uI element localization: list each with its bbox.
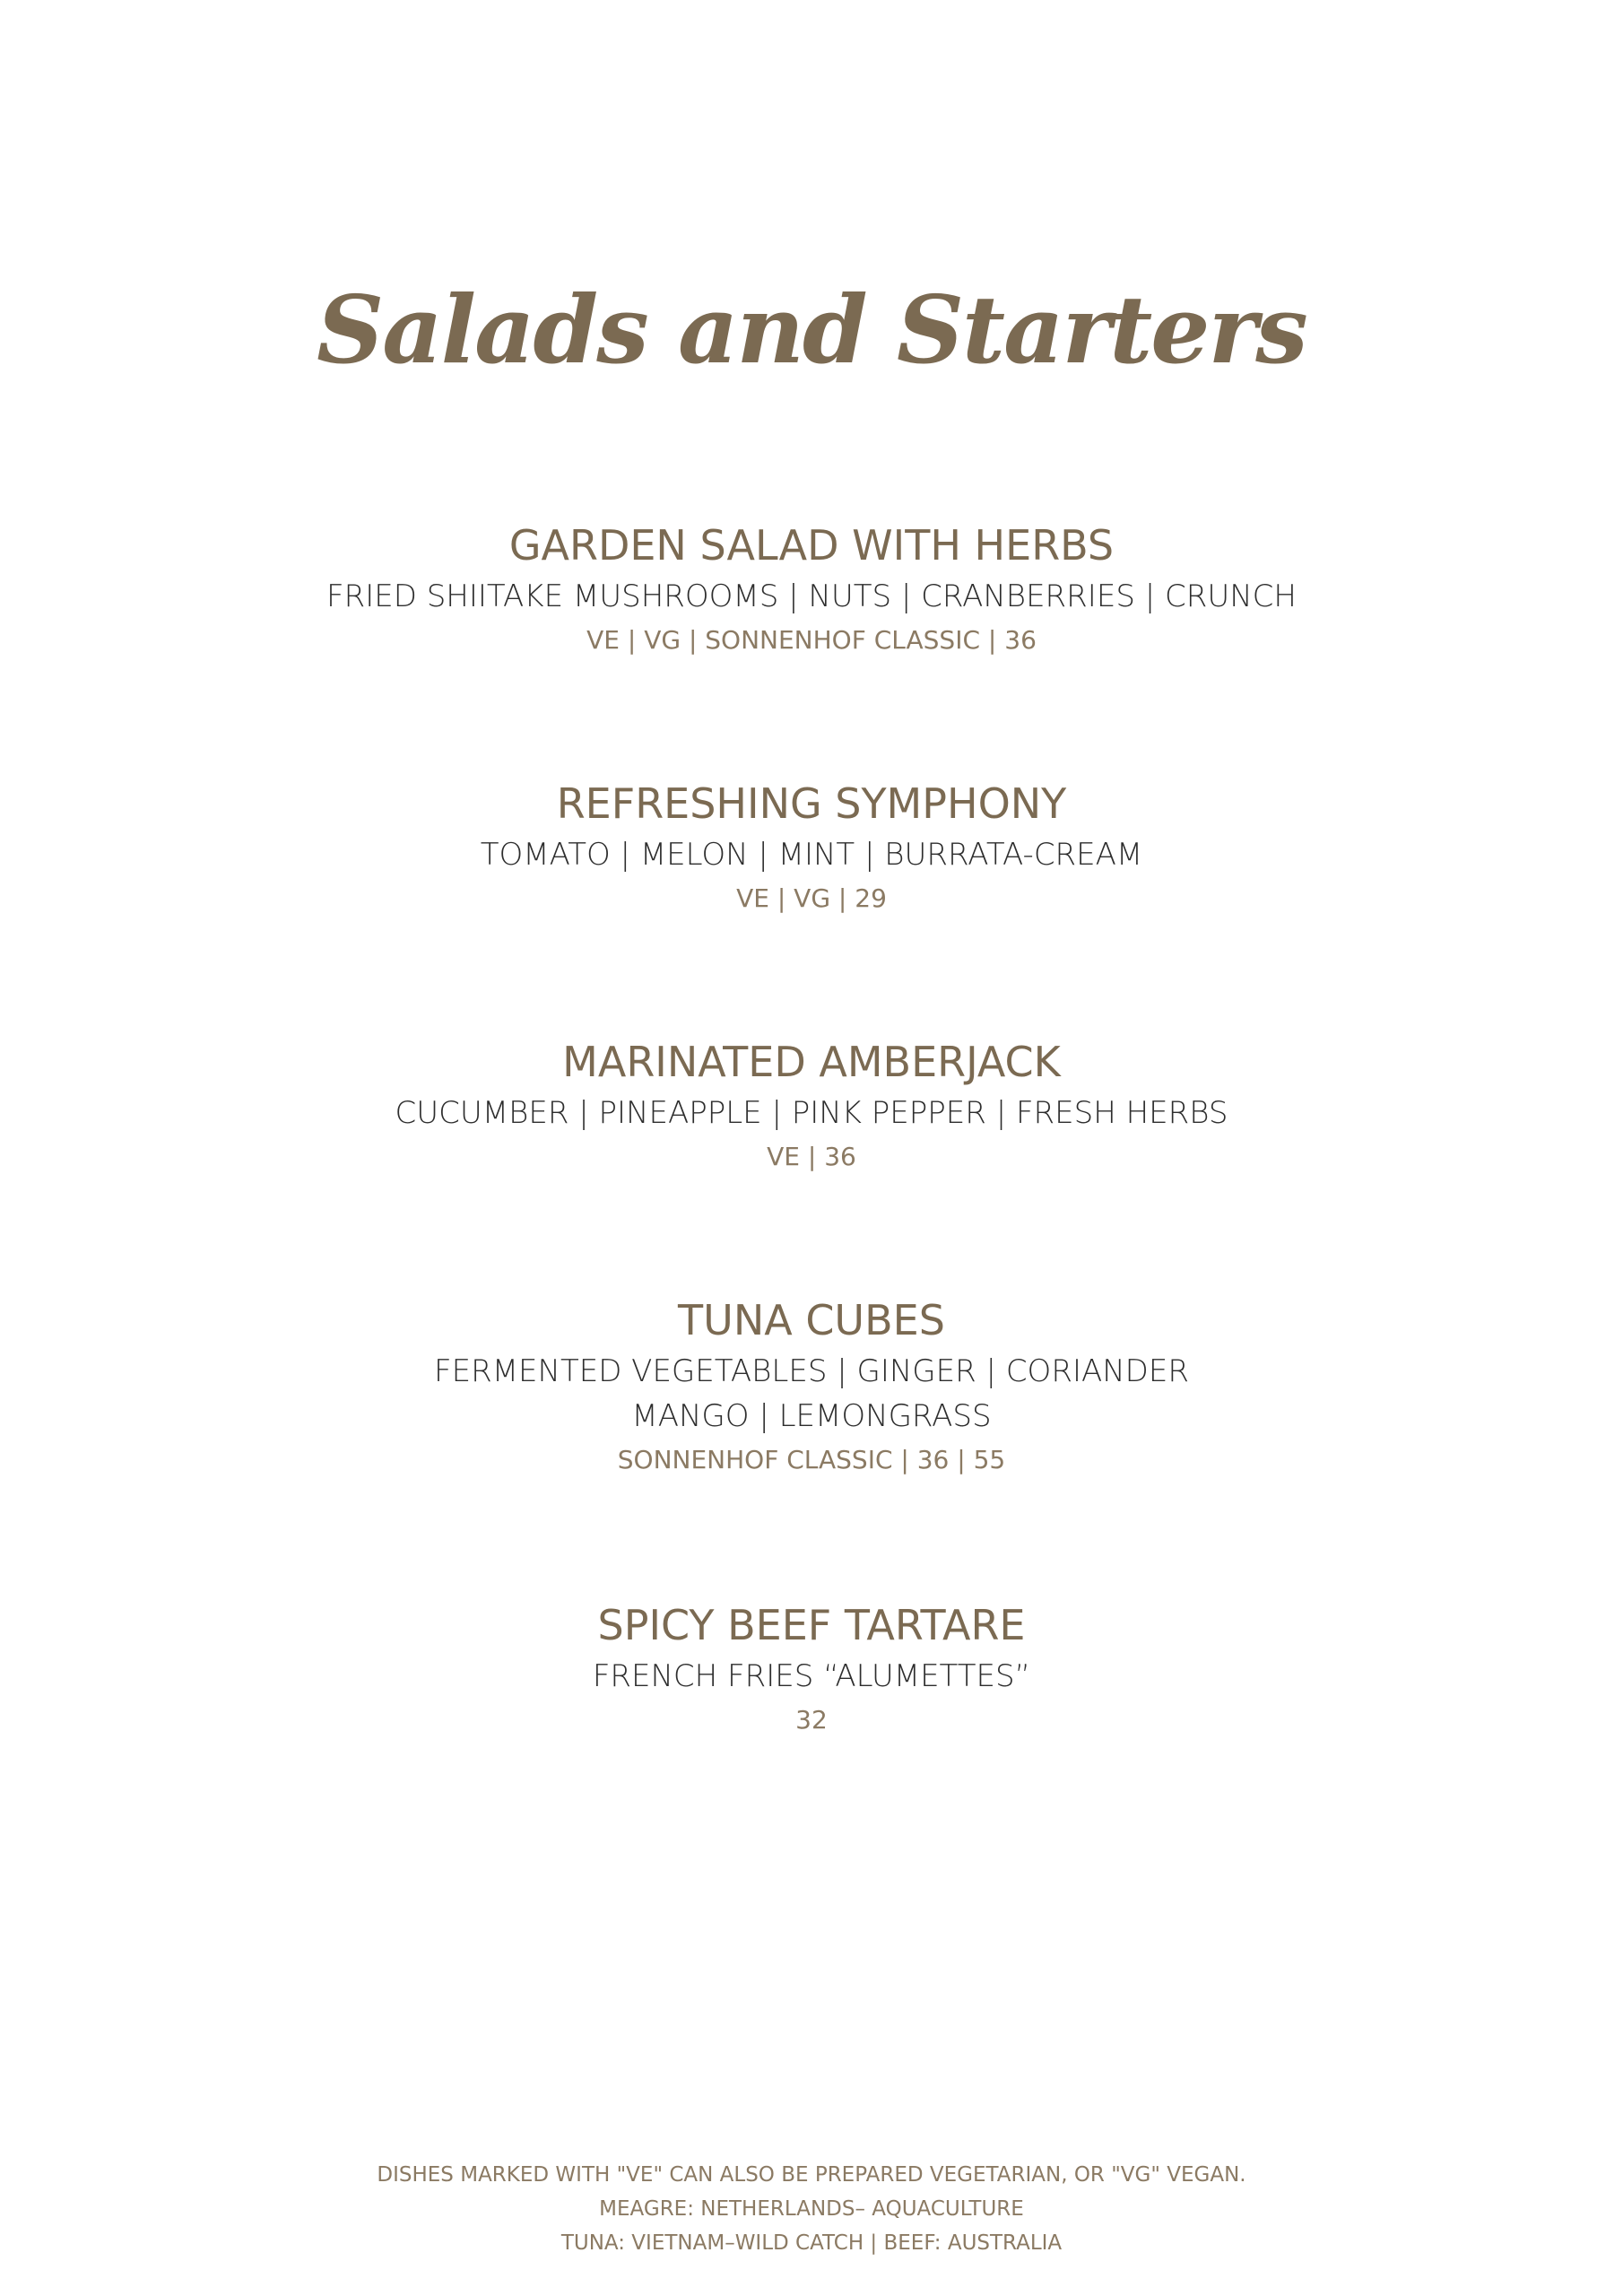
- item-ingredients: FRIED SHIITAKE MUSHROOMS | NUTS | CRANBERRIES | CRUNCH: [326, 578, 1297, 614]
- item-tags-price: VE | 36: [767, 1142, 856, 1171]
- item-ingredients: MANGO | LEMONGRASS: [631, 1398, 992, 1434]
- item-name: SPICY BEEF TARTARE: [597, 1601, 1026, 1649]
- item-ingredients: FERMENTED VEGETABLES | GINGER | CORIANDER: [434, 1353, 1189, 1389]
- item-tags-price: VE | VG | SONNENHOF CLASSIC | 36: [586, 625, 1037, 655]
- menu-title: Salads and Starters: [317, 274, 1306, 385]
- menu-footnotes: [0, 2158, 1623, 2260]
- menu-item-garden-salad: [0, 517, 1623, 662]
- item-tags-price: SONNENHOF CLASSIC | 36 | 55: [617, 1445, 1006, 1474]
- menu-item-marinated-amberjack: [0, 1033, 1623, 1178]
- menu-item-refreshing-symphony: [0, 775, 1623, 920]
- item-name: TUNA CUBES: [678, 1296, 945, 1344]
- menu-item-tuna-cubes: [0, 1292, 1623, 1482]
- footnote-line: MEAGRE: NETHERLANDS– AQUACULTURE: [599, 2197, 1024, 2221]
- footnote-line: DISHES MARKED WITH "VE" CAN ALSO BE PREPARED VEGETARIAN, OR "VG" VEGAN.: [377, 2163, 1246, 2187]
- item-name: GARDEN SALAD WITH HERBS: [508, 521, 1115, 570]
- item-name: MARINATED AMBERJACK: [562, 1038, 1061, 1086]
- item-ingredients: TOMATO | MELON | MINT | BURRATA-CREAM: [480, 837, 1143, 873]
- item-ingredients: FRENCH FRIES “ALUMETTES”: [592, 1658, 1031, 1694]
- item-tags-price: VE | VG | 29: [736, 883, 887, 913]
- item-tags-price: 32: [795, 1705, 828, 1735]
- menu-item-spicy-beef-tartare: [0, 1596, 1623, 1742]
- item-ingredients: CUCUMBER | PINEAPPLE | PINK PEPPER | FRESH HERBS: [395, 1095, 1228, 1131]
- footnote-line: TUNA: VIETNAM–WILD CATCH | BEEF: AUSTRALIA: [560, 2231, 1063, 2255]
- item-name: REFRESHING SYMPHONY: [556, 779, 1067, 828]
